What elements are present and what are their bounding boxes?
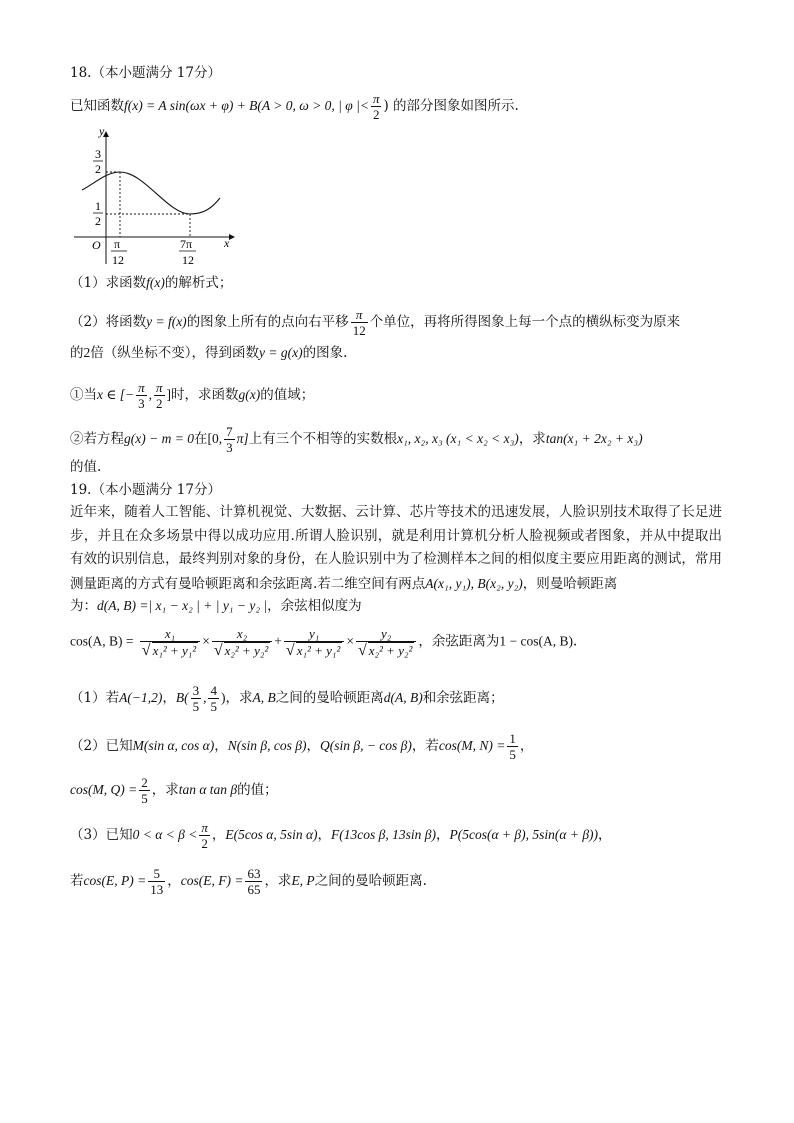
fraction-denominator: √ x₁² + y₁²: [285, 642, 341, 659]
q19-part3-line2: [70, 866, 722, 897]
q18-header: 18.（本小题满分 17分）: [70, 65, 221, 81]
q18-part2-line1: [70, 307, 722, 338]
svg-text:1: 1: [95, 199, 101, 213]
q19-p2-d: N(sin β, cos β): [227, 738, 307, 753]
origin-label: O: [92, 238, 101, 252]
q18-sub1-f: g(x): [238, 387, 261, 402]
q18-sub2-c: 在: [193, 431, 208, 447]
svg-text:7π: 7π: [180, 237, 193, 251]
q19-intro-points: A(x₁, y₁), B(x₂, y₂): [425, 575, 523, 591]
q19-p2-line2-fraction: [139, 775, 150, 806]
q19-p1-i: 之间的曼哈顿距离: [275, 690, 384, 706]
cosine-term-3: [284, 626, 344, 658]
q19-p1-k: 和余弦距离；: [422, 690, 504, 706]
q18-stem-fraction: [371, 91, 382, 122]
q18-sub1-g: 的值域；: [260, 387, 315, 403]
q19-p3-a: （3）已知: [70, 827, 133, 843]
q18-sub2-a: ②若方程: [70, 431, 124, 447]
q18-part2-line2-d: y = g(x): [259, 345, 303, 360]
fraction-numerator: 3: [192, 683, 200, 698]
q19-p3-line2-fraction1: [148, 866, 165, 897]
q19-p3-line2-b: cos(E, P) =: [83, 873, 147, 888]
fraction-numerator: y₁: [284, 626, 344, 642]
cosine-term-2: [212, 626, 272, 658]
q18-sub2-f: 上有三个不相等的实数根: [248, 431, 398, 447]
q19-p2-i: ，: [519, 738, 534, 754]
q18-sub1-a: ①当: [70, 387, 97, 403]
q18-part1: [70, 273, 722, 293]
q19-p3-line2-g: 之间的曼哈顿距离.: [314, 873, 427, 889]
cosine-post: ，余弦距离为: [418, 633, 500, 650]
sqrt-radicand: x₁² + y₁²: [296, 643, 341, 658]
fraction-numerator: 5: [148, 866, 165, 882]
q19-p1-d: B(: [175, 690, 189, 705]
sqrt-radicand: x₂² + y₂²: [368, 643, 413, 658]
q18-sub2-fraction: [224, 424, 235, 455]
fraction-numerator: π: [156, 380, 163, 395]
fraction-denominator: 2: [201, 836, 208, 851]
q19-p3-b: 0 < α < β <: [132, 827, 198, 842]
cosine-lhs: cos(A, B) =: [70, 633, 134, 649]
q19-part2-line2: [70, 775, 722, 806]
q18-stem: [70, 91, 722, 122]
svg-text:2: 2: [95, 162, 101, 176]
q19-p3-c: ，: [211, 827, 226, 843]
q18-sub1-e: 时，求函数: [171, 387, 239, 403]
fraction-numerator: y₂: [356, 626, 416, 642]
plus-sign: +: [274, 633, 282, 649]
q19-p2-g: ，若: [411, 738, 439, 754]
q19-p1-h: A, B: [252, 690, 276, 705]
fraction-denominator: 5: [141, 791, 148, 806]
fraction-denominator: √ x₁² + y₁²: [141, 642, 197, 659]
fraction-numerator: π: [201, 820, 208, 835]
fraction-denominator: 3: [138, 396, 145, 411]
q18-sub2-b: g(x) − m = 0: [124, 431, 194, 446]
y-axis-label: y: [99, 124, 105, 138]
fraction-denominator: 5: [210, 699, 217, 714]
q19-p3-g: ，: [435, 827, 450, 843]
sqrt-radicand: x₁² + y₁²: [152, 643, 197, 658]
q19-p2-b: M(sin α, cos α): [132, 738, 215, 753]
fraction-numerator: π: [138, 380, 145, 395]
q18-sub1-d: ]: [166, 387, 172, 402]
q18-stem-pre: 已知函数: [70, 98, 124, 114]
svg-text:π: π: [114, 237, 121, 251]
q19-p2-line2-b: ，求: [151, 782, 179, 798]
q18-sub2-i: tan(x₁ + 2x₂ + x₃): [545, 431, 643, 446]
q18-stem-post: ) 的部分图象如图所示.: [383, 98, 519, 114]
fraction-numerator: π: [372, 91, 380, 106]
fraction-denominator: 12: [352, 323, 366, 338]
fraction-denominator: 13: [150, 882, 164, 897]
q18-sub1: [70, 380, 722, 411]
q19-p2-fraction: [507, 731, 518, 762]
q18-part2-line2: [70, 343, 722, 363]
q19-part1: [70, 683, 722, 714]
q18-part2-d: 个单位，再将所得图象上每一个点的横纵标变为原来: [369, 314, 681, 330]
q18-part1-post: 的解析式；: [164, 275, 233, 291]
q18-part2-fraction: [351, 307, 368, 338]
q19-p3-line2-e: ，求: [264, 873, 292, 889]
q19-p2-e: ，: [306, 738, 320, 754]
q18-part1-pre: （1）求函数: [70, 275, 147, 291]
q19-header: 19.（本小题满分 17分）: [70, 482, 221, 498]
q19-p3-line2-d: cos(E, F) =: [180, 873, 244, 888]
q19-p1-j: d(A, B): [383, 690, 423, 705]
q19-p2-line2-d: 的值；: [237, 782, 278, 798]
fraction-denominator: 65: [247, 882, 261, 897]
q19-p3-line2-f: E, P: [291, 873, 315, 888]
fraction-denominator: 2: [372, 107, 380, 122]
fraction-numerator: 63: [247, 866, 261, 881]
fraction-denominator: √ x₂² + y₂²: [213, 642, 269, 659]
fraction-denominator: 5: [509, 747, 516, 762]
q18-sub2-d: [0,: [207, 431, 223, 446]
q19-p1-g: ，求: [225, 690, 253, 706]
cosine-distance-formula: 1 − cos(A, B): [499, 633, 574, 649]
fraction-numerator: x₁: [140, 626, 200, 642]
q19-p2-line2-a: cos(M, Q) =: [70, 782, 138, 797]
q19-part3-line1: [70, 820, 722, 851]
q19-part2-line1: [70, 731, 722, 762]
q18-stem-formula: f(x) = A sin(ωx + φ) + B(A > 0, ω > 0, | φ |<: [124, 98, 369, 113]
times-sign: ×: [202, 633, 210, 649]
q18-part1-formula: f(x): [146, 275, 165, 290]
q19-p2-a: （2）已知: [70, 738, 133, 754]
q19-manhattan-line: [70, 596, 722, 616]
fraction-numerator: 1: [509, 731, 516, 746]
cosine-term-1: [140, 626, 200, 658]
fraction-denominator: 2: [156, 396, 163, 411]
cosine-term-4: [356, 626, 416, 658]
fraction-denominator: 5: [192, 699, 200, 714]
q19-p3-fraction: [199, 820, 210, 851]
svg-text:3: 3: [95, 147, 101, 161]
sqrt-radicand: x₂² + y₂²: [224, 643, 269, 658]
x-tick-7pi-over-12: [179, 237, 196, 267]
q18-part2-line2-c: 倍（纵坐标不变），得到函数: [90, 345, 259, 361]
q18-sub1-b: x ∈ [−: [97, 387, 135, 402]
fraction-denominator: 3: [226, 440, 233, 455]
fraction-numerator: 4: [210, 683, 217, 698]
q18-sub1-fraction2: [154, 380, 165, 411]
q18-part2-line2-b: 2: [83, 345, 91, 360]
q19-intro-text: 近年来，随着人工智能、计算机视觉、大数据、云计算、芯片等技术的迅速发展，人脸识别技术取得了长足进步，并且在众多场景中得以成功应用.所谓人脸识别，就是利用计算机分析人脸视频或者图象，并从中提取出有效的识别信息，最终判别对象的身份，在人脸识别中为了检测样本之间的相似度主要应用距离的测试，常用测量距离的方式有曼哈顿距离和余弦距离.若二维空间有两点: [70, 504, 722, 592]
fraction-numerator: x₂: [212, 626, 272, 642]
q19-manhattan-post: ，余弦相似度为: [267, 598, 362, 614]
q19-p1-a: （1）若: [70, 690, 120, 706]
q18-sub2-e: π]: [236, 431, 249, 446]
q18-sub1-c: ,: [148, 387, 152, 402]
q19-p3-i: ，: [598, 827, 612, 843]
fraction-numerator: 7: [226, 424, 233, 439]
q18-sub2-g: x₁, x₂, x₃ (x₁ < x₂ < x₃): [397, 431, 519, 446]
q19-p3-line2-c: ，: [167, 873, 181, 889]
q18-part2-c: 的图象上所有的点向右平移: [186, 314, 349, 330]
q19-p3-d: E(5cos α, 5sin α): [225, 827, 318, 842]
fraction-denominator: √ x₂² + y₂²: [357, 642, 413, 659]
q19-p3-line2-a: 若: [70, 873, 84, 889]
q19-p1-e: ,: [203, 690, 207, 705]
q19-intro-paragraph: [70, 501, 722, 596]
q19-p3-line2-fraction2: [245, 866, 262, 897]
q19-p1-fraction2: [208, 683, 219, 714]
q19-manhattan-formula: d(A, B) =| x₁ − x₂ | + | y₁ − y₂ |: [97, 598, 268, 613]
q19-p1-fraction1: [191, 683, 202, 714]
q18-sub2-h: ，求: [518, 431, 546, 447]
times-sign: ×: [346, 633, 354, 649]
q19-p1-c: ，: [162, 690, 176, 706]
y-tick-one-half: [93, 199, 103, 228]
q18-part2-line2-e: 的图象.: [302, 345, 348, 361]
svg-text:12: 12: [182, 253, 194, 267]
cosine-end: .: [573, 633, 578, 650]
q19-p3-h: P(5cos(α + β), 5sin(α + β)): [449, 827, 599, 842]
q18-part2-a: （2）将函数: [70, 314, 147, 330]
q18-part2-b: y = f(x): [146, 314, 187, 329]
q19-p1-f: ): [220, 690, 226, 705]
q18-part2-line2-a: 的: [70, 345, 84, 361]
q19-intro-end: ，则曼哈顿距离: [522, 575, 618, 592]
y-tick-three-halves: [93, 147, 103, 176]
svg-text:2: 2: [95, 214, 101, 228]
sine-curve: [82, 172, 220, 214]
q19-p1-b: A(−1,2): [119, 690, 163, 705]
x-axis-label: x: [224, 236, 230, 250]
q18-sub2-end: 的值.: [70, 459, 102, 475]
q18-sub2: [70, 424, 722, 455]
q19-p3-f: F(13cos β, 13sin β): [331, 827, 436, 842]
svg-text:12: 12: [112, 253, 124, 267]
q19-p2-line2-c: tan α tan β: [178, 782, 238, 797]
q19-cosine-formula: [70, 626, 722, 658]
q19-p2-c: ，: [214, 738, 228, 754]
q18-function-graph: [72, 124, 242, 270]
q19-p2-f: Q(sin β, − cos β): [319, 738, 412, 753]
fraction-numerator: π: [351, 307, 368, 323]
q19-p3-e: ，: [317, 827, 332, 843]
q19-p2-h: cos(M, N) =: [438, 738, 506, 753]
q19-manhattan-pre: 为：: [70, 598, 97, 614]
x-tick-pi-over-12: [111, 237, 127, 267]
q18-sub1-fraction1: [136, 380, 147, 411]
fraction-numerator: 2: [141, 775, 148, 790]
